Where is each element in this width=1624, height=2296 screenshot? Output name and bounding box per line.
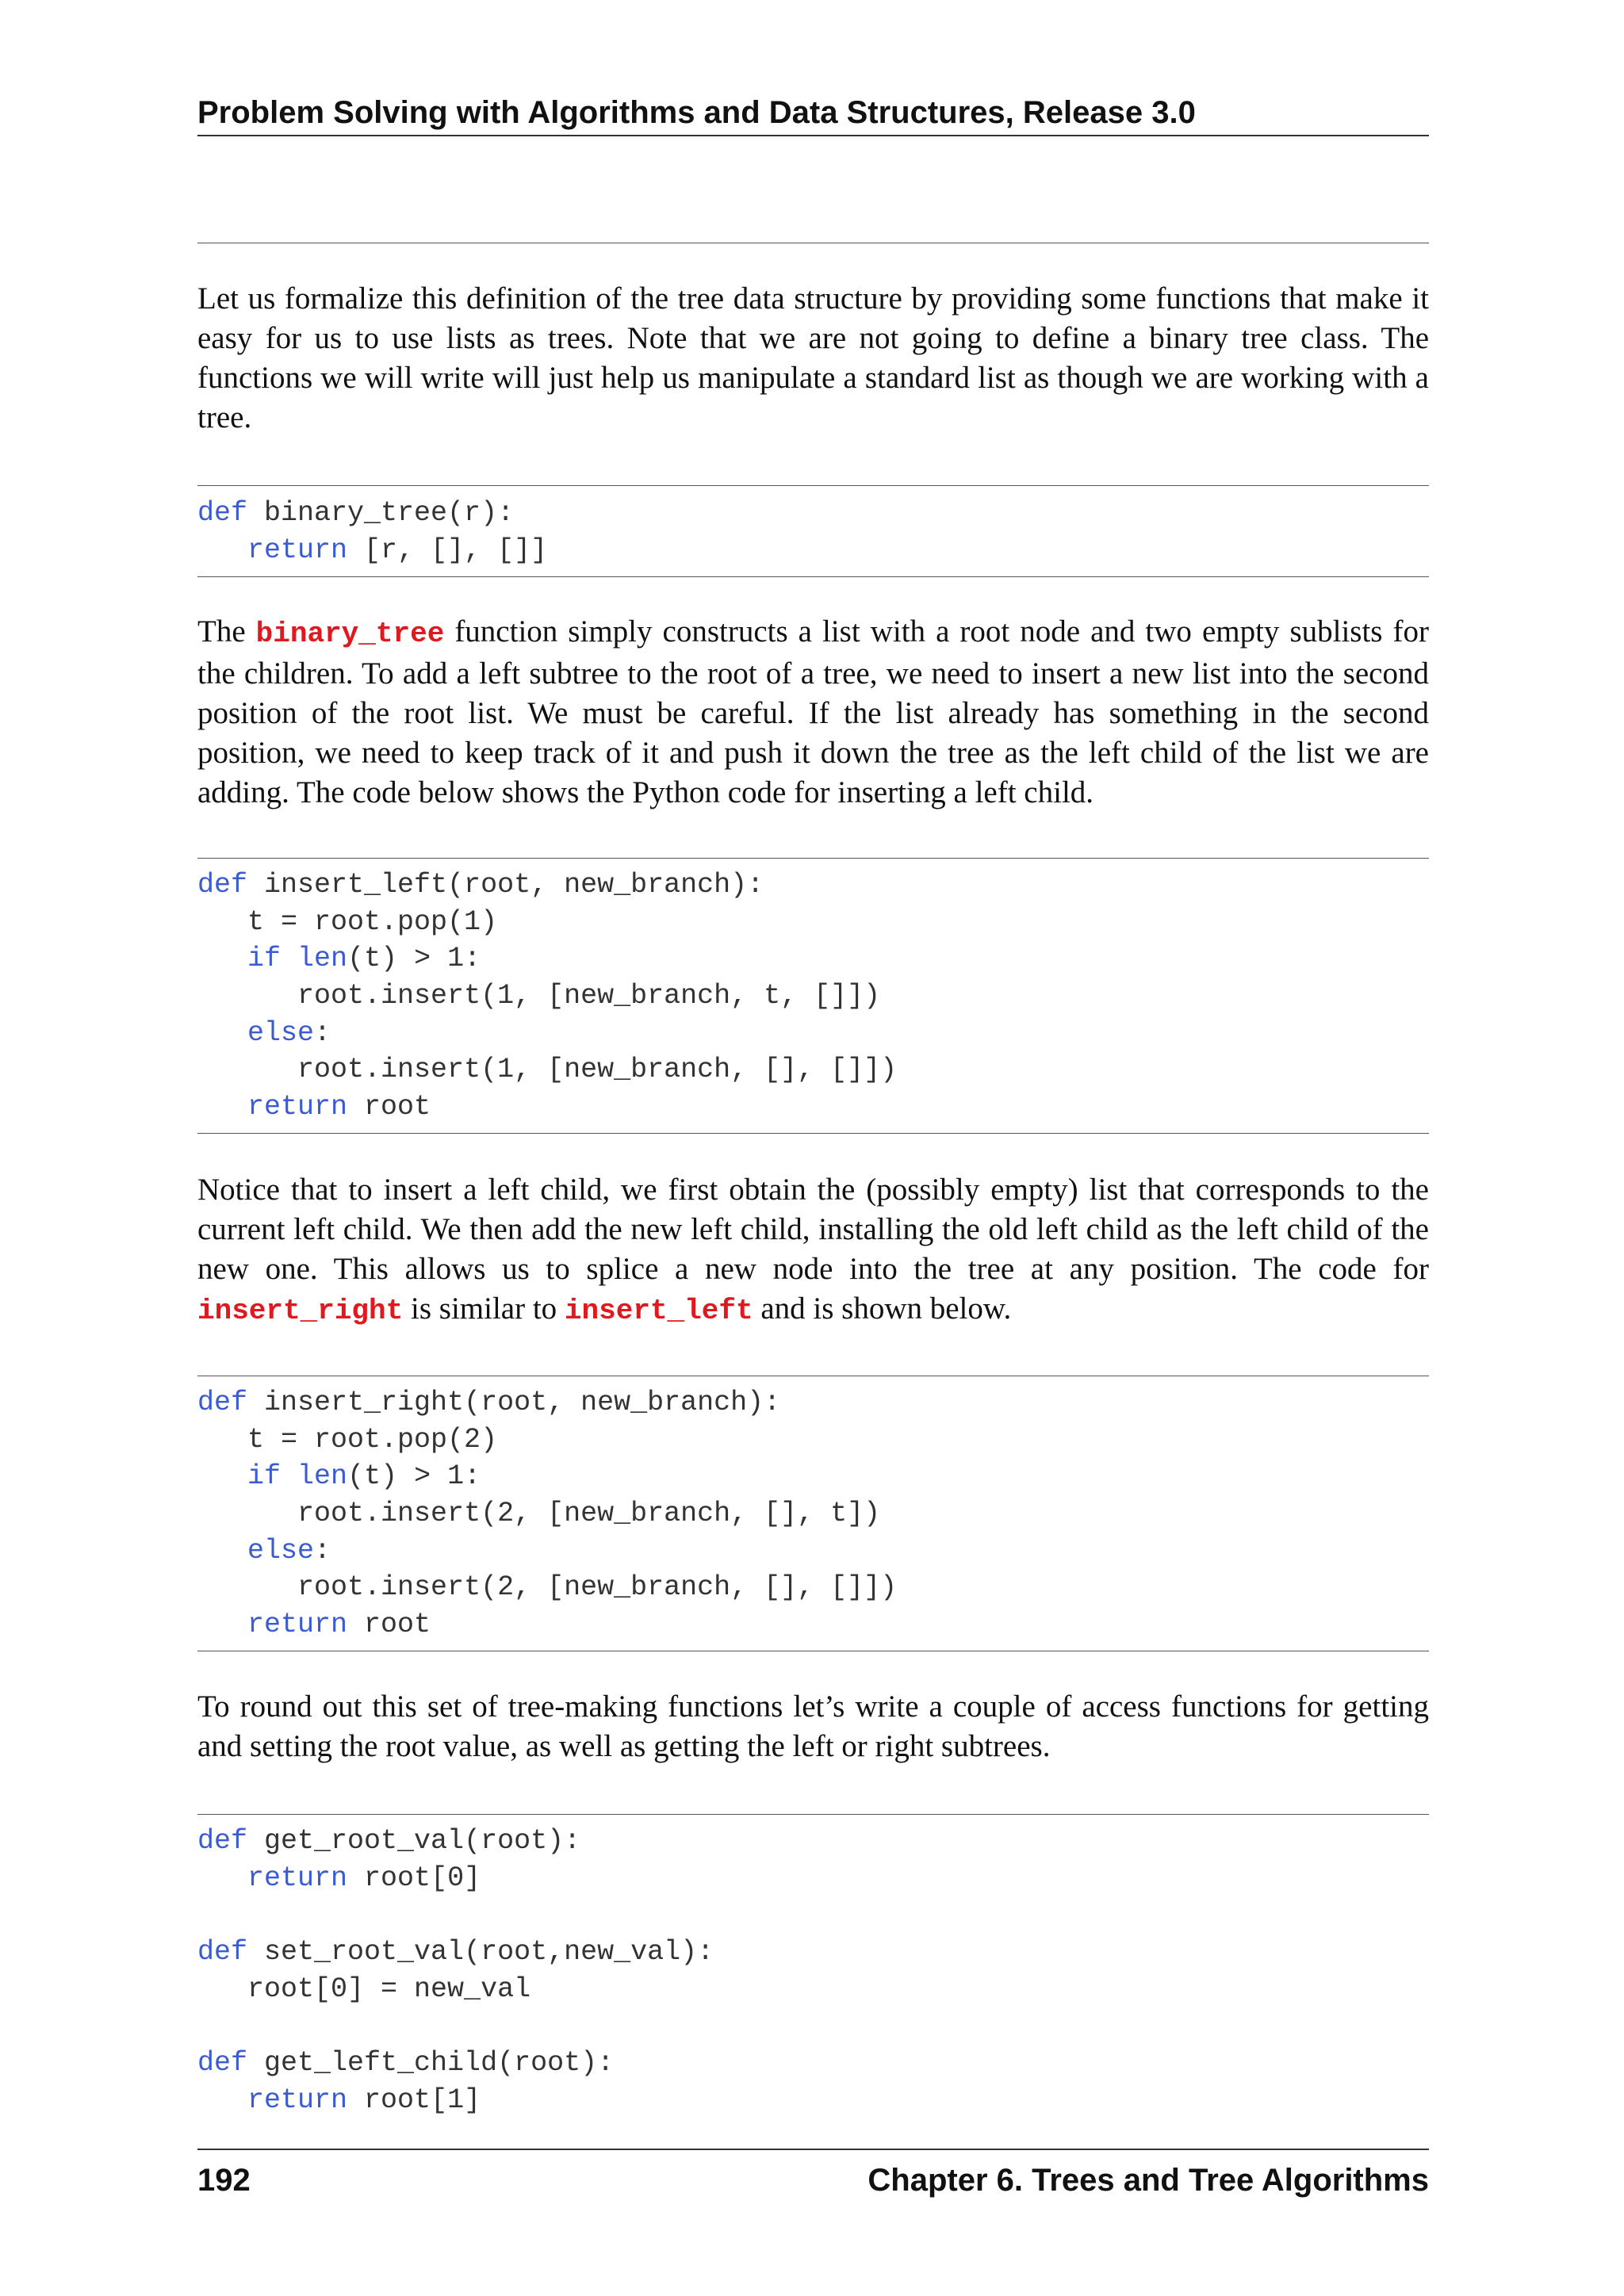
code-text: t = root.pop(2): [247, 1423, 498, 1456]
code-keyword: if: [247, 1460, 282, 1493]
code-text: binary_tree(r):: [247, 497, 515, 529]
code-text: root[0] = new_val: [247, 1973, 531, 2005]
code-keyword: def: [197, 1387, 248, 1418]
inline-code: binary_tree: [255, 618, 445, 650]
paragraph-insert-left: [197, 1170, 1429, 1331]
text: is similar to: [403, 1292, 565, 1326]
code-text: root.insert(2, [new_branch, [], []]): [297, 1571, 898, 1604]
code-keyword: def: [197, 1825, 248, 1857]
text: and is shown below.: [753, 1292, 1012, 1326]
code-text: (t) > 1:: [347, 1460, 481, 1493]
code-keyword: else: [247, 1016, 315, 1049]
code-text: root: [347, 1091, 431, 1123]
code-keyword: if: [247, 943, 282, 975]
code-block-binary-tree: [197, 495, 1429, 568]
code-rule-top: [197, 1814, 1429, 1815]
code-text: get_left_child(root):: [247, 2047, 615, 2080]
code-builtin: len: [297, 1460, 348, 1493]
code-rule-bottom: [197, 1133, 1429, 1134]
text: Notice that to insert a left child, we first obtain the (possibly empty) list that corresponds to the current left child. We then add the new left child, installing the old left child as the left child of the new one. This allows us to splice a new node into the tree at any position. The code for: [197, 1173, 1429, 1286]
code-rule-top: [197, 858, 1429, 859]
code-text: :: [314, 1534, 331, 1567]
code-keyword: def: [197, 869, 248, 901]
paragraph-intro: Let us formalize this definition of the tree data structure by providing some functions that make it easy for us to use lists as trees. Note that we are not going to define a binary tree class. The functions we will write will just help us manipulate a standard list as though we are working with a tree.: [197, 281, 1429, 434]
code-block-insert-left: [197, 867, 1429, 1126]
header-rule: [197, 135, 1429, 136]
inline-code: insert_right: [197, 1295, 404, 1327]
text: The: [197, 614, 256, 649]
code-text: insert_right(root, new_branch):: [247, 1387, 781, 1418]
code-keyword: def: [197, 497, 248, 529]
code-keyword: else: [247, 1534, 315, 1567]
code-keyword: return: [247, 2084, 348, 2116]
code-keyword: return: [247, 1609, 348, 1641]
code-text: root: [347, 1609, 431, 1641]
code-block-accessors: [197, 1823, 1429, 2119]
code-text: t = root.pop(1): [247, 905, 498, 938]
code-text: root.insert(1, [new_branch, [], []]): [297, 1054, 898, 1086]
paragraph-accessors: To round out this set of tree-making functions let’s write a couple of access functions for getting and setting the root value, as well as getting the left or right subtrees.: [197, 1689, 1429, 1763]
footer-page-number: 192: [197, 2163, 251, 2198]
paragraph-binary-tree: [197, 612, 1429, 813]
footer-chapter-title: Chapter 6. Trees and Tree Algorithms: [868, 2163, 1429, 2198]
code-text: :: [314, 1016, 331, 1049]
code-text: root.insert(1, [new_branch, t, []]): [297, 980, 881, 1012]
code-block-insert-right: [197, 1384, 1429, 1644]
inline-code: insert_left: [564, 1295, 753, 1327]
code-text: [r, [], []]: [347, 534, 548, 566]
code-builtin: len: [297, 943, 348, 975]
code-rule-top: [197, 485, 1429, 486]
code-keyword: def: [197, 2047, 248, 2080]
code-text: root.insert(2, [new_branch, [], t]): [297, 1498, 881, 1530]
code-text: root[0]: [347, 1862, 481, 1894]
code-text: insert_left(root, new_branch):: [247, 869, 764, 901]
code-keyword: return: [247, 1862, 348, 1894]
text: function simply constructs a list with a root node and two empty sublists for the children. To add a left subtree to the root of a tree, we need to insert a new list into the second position of the root list. We must be careful. If the list already has something in the second position, we need to keep track of it and push it down the tree as the left child of the list we are adding. The code below shows the Python code for inserting a left child.: [197, 614, 1429, 809]
running-header: Problem Solving with Algorithms and Data Structures, Release 3.0: [197, 95, 1196, 130]
code-keyword: def: [197, 1936, 248, 1969]
code-rule-bottom: [197, 576, 1429, 577]
code-keyword: return: [247, 1091, 348, 1123]
code-text: set_root_val(root,new_val):: [247, 1936, 714, 1969]
footer-rule: [197, 2149, 1429, 2150]
code-text: get_root_val(root):: [247, 1825, 581, 1857]
code-text: (t) > 1:: [347, 943, 481, 975]
code-keyword: return: [247, 534, 348, 566]
code-text: root[1]: [347, 2084, 481, 2116]
